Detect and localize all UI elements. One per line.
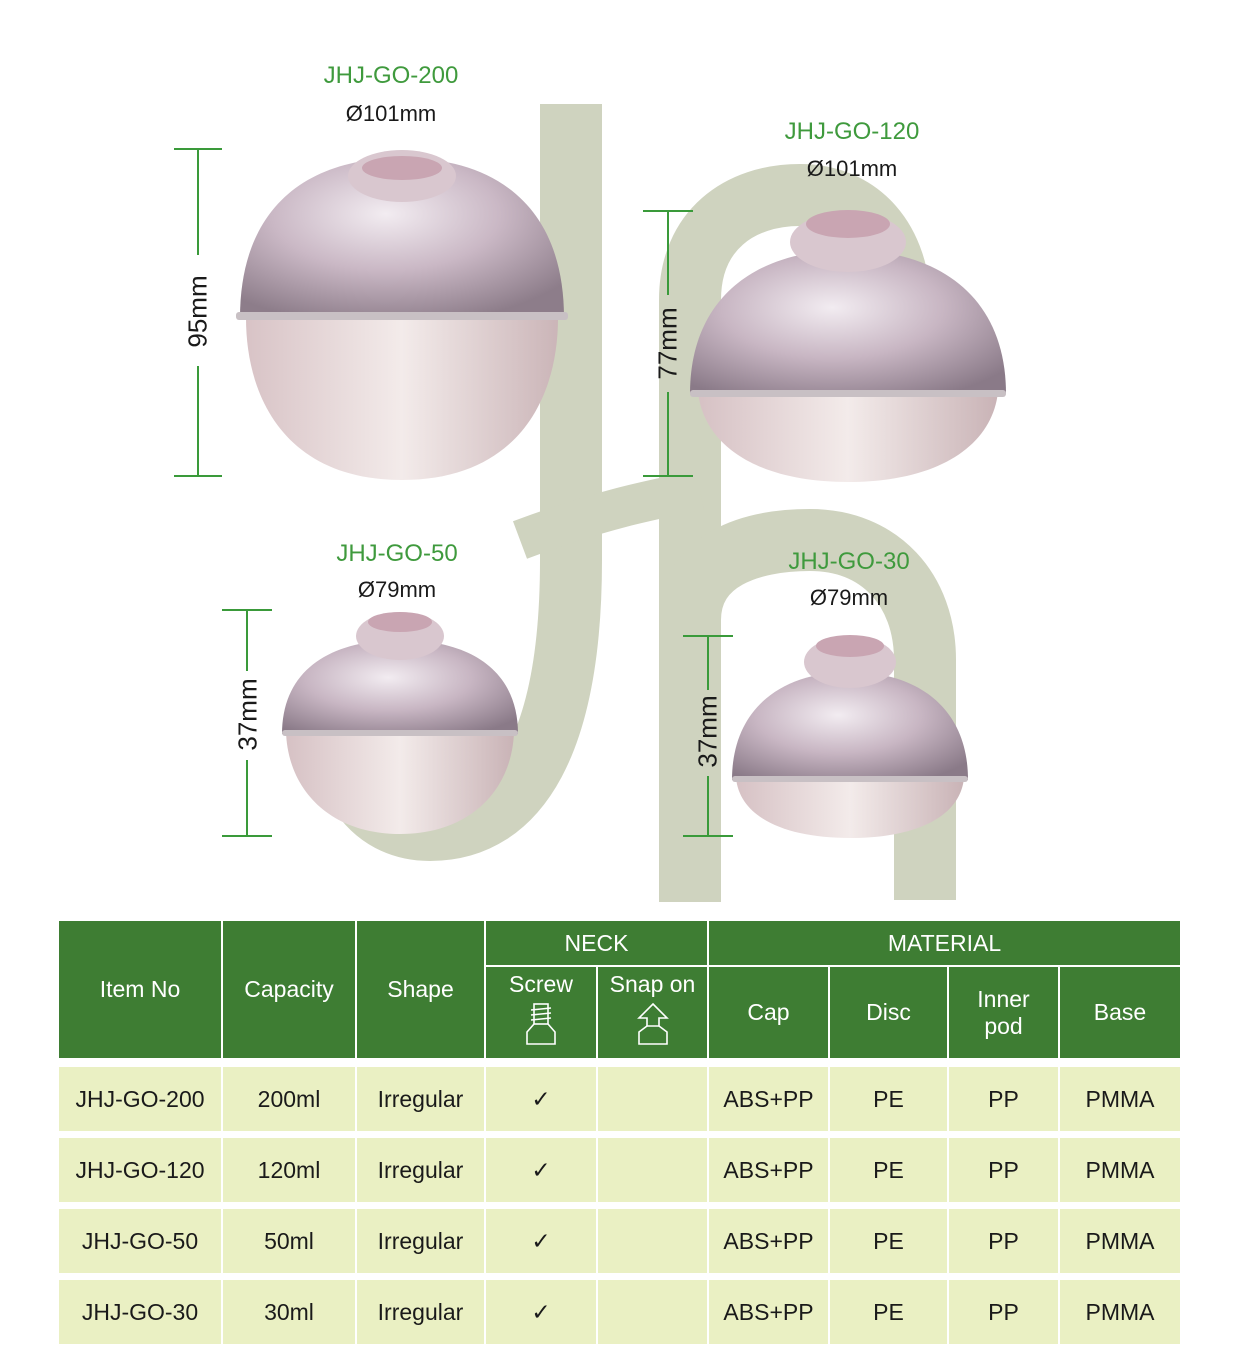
header-base: Base bbox=[1060, 967, 1180, 1060]
cell-disc: PE bbox=[830, 1280, 949, 1344]
header-neck: NECK bbox=[486, 921, 709, 967]
cell-capacity: 50ml bbox=[223, 1209, 357, 1273]
product-name-label: JHJ-GO-120 bbox=[784, 118, 920, 145]
screw-neck-icon bbox=[523, 1002, 559, 1046]
cell-cap: ABS+PP bbox=[709, 1209, 830, 1273]
spec-table bbox=[59, 921, 1180, 1344]
cell-shape: Irregular bbox=[357, 1138, 486, 1202]
cell-base: PMMA bbox=[1060, 1280, 1180, 1344]
product-name-label: JHJ-GO-200 bbox=[323, 62, 459, 89]
cell-pod: PP bbox=[949, 1138, 1060, 1202]
header-cap: Cap bbox=[709, 967, 830, 1060]
table-row bbox=[59, 1138, 1180, 1202]
header-capacity: Capacity bbox=[223, 921, 357, 1060]
cell-capacity: 120ml bbox=[223, 1138, 357, 1202]
cell-cap: ABS+PP bbox=[709, 1280, 830, 1344]
cell-item: JHJ-GO-30 bbox=[59, 1280, 223, 1344]
cell-item: JHJ-GO-200 bbox=[59, 1067, 223, 1131]
jar-image-200 bbox=[236, 148, 568, 488]
cell-snap bbox=[598, 1209, 709, 1273]
product-diameter-label: Ø101mm bbox=[345, 101, 437, 126]
height-label: 77mm bbox=[652, 307, 683, 380]
cell-base: PMMA bbox=[1060, 1209, 1180, 1273]
screw-label: Screw bbox=[509, 971, 573, 997]
product-diameter-label: Ø101mm bbox=[806, 156, 898, 181]
cell-pod: PP bbox=[949, 1067, 1060, 1131]
cell-disc: PE bbox=[830, 1138, 949, 1202]
inner-pod-line-1: Inner bbox=[977, 985, 1030, 1012]
cell-capacity: 30ml bbox=[223, 1280, 357, 1344]
table-row bbox=[59, 1067, 1180, 1131]
cell-screw-check: ✓ bbox=[486, 1209, 598, 1273]
table-row bbox=[59, 1209, 1180, 1273]
cell-screw-check: ✓ bbox=[486, 1067, 598, 1131]
cell-pod: PP bbox=[949, 1209, 1060, 1273]
header-disc: Disc bbox=[830, 967, 949, 1060]
cell-disc: PE bbox=[830, 1067, 949, 1131]
table-row bbox=[59, 1280, 1180, 1344]
cell-capacity: 200ml bbox=[223, 1067, 357, 1131]
cell-item: JHJ-GO-120 bbox=[59, 1138, 223, 1202]
product-name-label: JHJ-GO-30 bbox=[788, 548, 910, 575]
product-name-label: JHJ-GO-50 bbox=[336, 540, 458, 567]
cell-snap bbox=[598, 1138, 709, 1202]
jar-image-120 bbox=[688, 206, 1008, 488]
header-shape: Shape bbox=[357, 921, 486, 1060]
header-inner-pod bbox=[949, 967, 1060, 1060]
cell-snap bbox=[598, 1280, 709, 1344]
cell-cap: ABS+PP bbox=[709, 1067, 830, 1131]
cell-pod: PP bbox=[949, 1280, 1060, 1344]
height-label: 95mm bbox=[182, 275, 213, 348]
inner-pod-line-2: pod bbox=[984, 1012, 1023, 1039]
header-snap-on bbox=[598, 967, 709, 1060]
header-material: MATERIAL bbox=[709, 921, 1180, 967]
cell-base: PMMA bbox=[1060, 1067, 1180, 1131]
jar-image-30 bbox=[730, 632, 970, 842]
header-screw bbox=[486, 967, 598, 1060]
cell-base: PMMA bbox=[1060, 1138, 1180, 1202]
product-diameter-label: Ø79mm bbox=[809, 585, 889, 610]
cell-shape: Irregular bbox=[357, 1209, 486, 1273]
cell-disc: PE bbox=[830, 1209, 949, 1273]
snap-neck-icon bbox=[635, 1002, 671, 1046]
cell-screw-check: ✓ bbox=[486, 1280, 598, 1344]
header-item-no: Item No bbox=[59, 921, 223, 1060]
snap-on-label: Snap on bbox=[609, 971, 696, 997]
cell-item: JHJ-GO-50 bbox=[59, 1209, 223, 1273]
cell-snap bbox=[598, 1067, 709, 1131]
cell-screw-check: ✓ bbox=[486, 1138, 598, 1202]
cell-cap: ABS+PP bbox=[709, 1138, 830, 1202]
height-label: 37mm bbox=[692, 695, 723, 768]
cell-shape: Irregular bbox=[357, 1280, 486, 1344]
product-diameter-label: Ø79mm bbox=[357, 577, 437, 602]
cell-shape: Irregular bbox=[357, 1067, 486, 1131]
height-label: 37mm bbox=[232, 678, 263, 751]
jar-image-50 bbox=[280, 610, 520, 840]
